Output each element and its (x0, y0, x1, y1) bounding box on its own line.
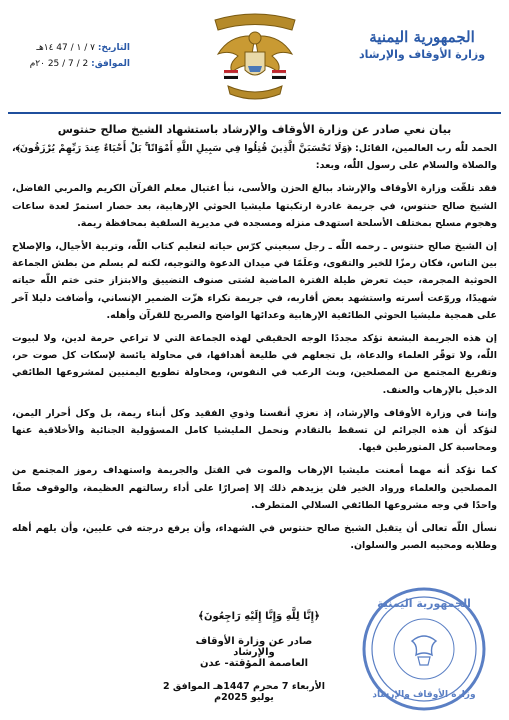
istirja-verse: ﴿إِنَّا لِلَّهِ وَإِنَّا إِلَيْهِ رَاجِعُونَ﴾ (198, 611, 320, 622)
issuer-line: صادر عن وزارة الأوقاف والإرشاد (195, 636, 313, 658)
stamp-bottom-text: وزارة الأوقاف والإرشاد (372, 690, 476, 700)
ministry-stamp-icon (360, 585, 488, 713)
document-date-block (10, 40, 130, 72)
gregorian-date-value: 2 / 7 / 25 ٢٠م (29, 59, 89, 69)
gregorian-date-row (10, 56, 130, 72)
issue-date-line: الأربعاء 7 محرم 1447هـ الموافق 2 يوليو 2025م (162, 681, 326, 703)
body-paragraph: الحمد للّٰه رب العالمين، القائل: ﴿وَلَا تَحْسَبَنَّ الَّذِينَ قُتِلُوا فِي سَبِيلِ اللَّهِ أَمْوَاتًا ۚ بَلْ أَحْيَاءٌ عِندَ رَبِّهِمْ يُرْزَقُونَ﴾، والصلاة والسلام على رسول اللّٰه، وبعد: (12, 143, 497, 172)
ministry-header (347, 28, 497, 61)
body-paragraph: فقد تلقّت وزارة الأوقاف والإرشاد ببالغ الحزن والأسى، نبأ اغتيال معلم القرآن الكريم والمربي الفاضل، الشيخ صالح حنتوس، في جريمة غادرة ارتكبتها مليشيا الحوثي الإرهابية، بعد حصار استمرّ لعدة ساعات وهجوم مسلح بمختلف الأسلحة استهدف منزله ومسجده في مديرية السلفية بمحافظة ريمة. (12, 183, 497, 229)
statement-body (12, 140, 497, 560)
eagle-emblem-icon (200, 6, 310, 106)
stamp-top-text: الجمهورية اليمنية (377, 597, 471, 610)
body-paragraph: كما نؤكد أنه مهما أمعنت مليشيا الإرهاب والموت في القتل والجريمة واستهداف رموز المجتمع من المصلحين والعلماء ورواد الخير فلن يزيدهم ذلك إلا إصرارًا على أداء رسالتهم العظيمة، والوقوف صفًا واحدًا في وجه مشروعها الطائفي السلالي المتطرف. (12, 465, 497, 511)
hijri-date-row (10, 40, 130, 56)
city-line: العاصمة المؤقتة- عدن (199, 658, 309, 669)
national-emblem (195, 6, 315, 106)
republic-name: الجمهورية اليمنية (369, 28, 475, 46)
hijri-date-value: ٧ / ١ / 47 ١٤هـ (36, 43, 95, 53)
statement-title: بيان نعي صادر عن وزارة الأوقاف والإرشاد باستشهاد الشيخ صالح حنتوس (57, 123, 452, 136)
header-divider (8, 112, 501, 114)
gregorian-date-label: الموافق: (91, 59, 130, 69)
body-paragraph: وإننا في وزارة الأوقاف والإرشاد، إذ نعزي أنفسنا وذوي الفقيد وكل أبناء ريمة، بل وكل أحرار اليمن، لنؤكد أن هذه الجرائم لن تسقط بالتقادم ونحمل المليشيا كامل المسؤولية الجنائية والأخلاقية عنها ومحاسبة كل المتورطين فيها. (12, 407, 497, 454)
hijri-date-label: التاريخ: (97, 43, 130, 53)
body-paragraph: إن الشيخ صالح حنتوس ـ رحمه اللّٰه ـ رجل سبعيني كرّس حياته لتعليم كتاب اللّٰه، وتربية الأجيال، والإصلاح بين الناس، فكان رمزًا للخير والتقوى، وعلَمًا في ميدان الدعوة والتوجيه، لكنه لم يسلم من بطش الجماعة الحوثية المجرمة، حيث تعرض طيلة الفترة الماضية لشتى صنوف التضييق والابتزاز حتى ختم اللّٰه حياته شهيدًا، وروّعت أسرته واستشهد بعض أقاربه، في جريمة نكراء هزّت الضمير الإنساني، وأضافت دليلا آخر على همجية مليشيا الحوثي الطائفية الإرهابية وعدائها الواضح والصريح للقرآن وأهله. (12, 241, 497, 321)
body-paragraph: إن هذه الجريمة البشعة تؤكد مجددًا الوجه الحقيقي لهذه الجماعة التي لا تراعي حرمة لدين، ولا لبيوت اللّٰه، ولا توقّر العلماء والدعاة، بل تجعلهم في طليعة أهدافها، في محاولة يائسة لإسكات كل صوت حر، وتفريغ المجتمع من المصلحين، وبث الرعب في النفوس، ومحاولة تطويع اليمنيين لمشروعها الطائفي الدخيل بالإرهاب والعنف. (12, 333, 497, 396)
body-paragraph: نسأل اللّٰه تعالى أن يتقبل الشيخ صالح حنتوس في الشهداء، وأن يرفع درجته في عليين، وأن يلهم أهله وطلابه ومحبيه الصبر والسلوان. (12, 523, 497, 552)
ministry-name: وزارة الأوقاف والإرشاد (358, 48, 486, 61)
